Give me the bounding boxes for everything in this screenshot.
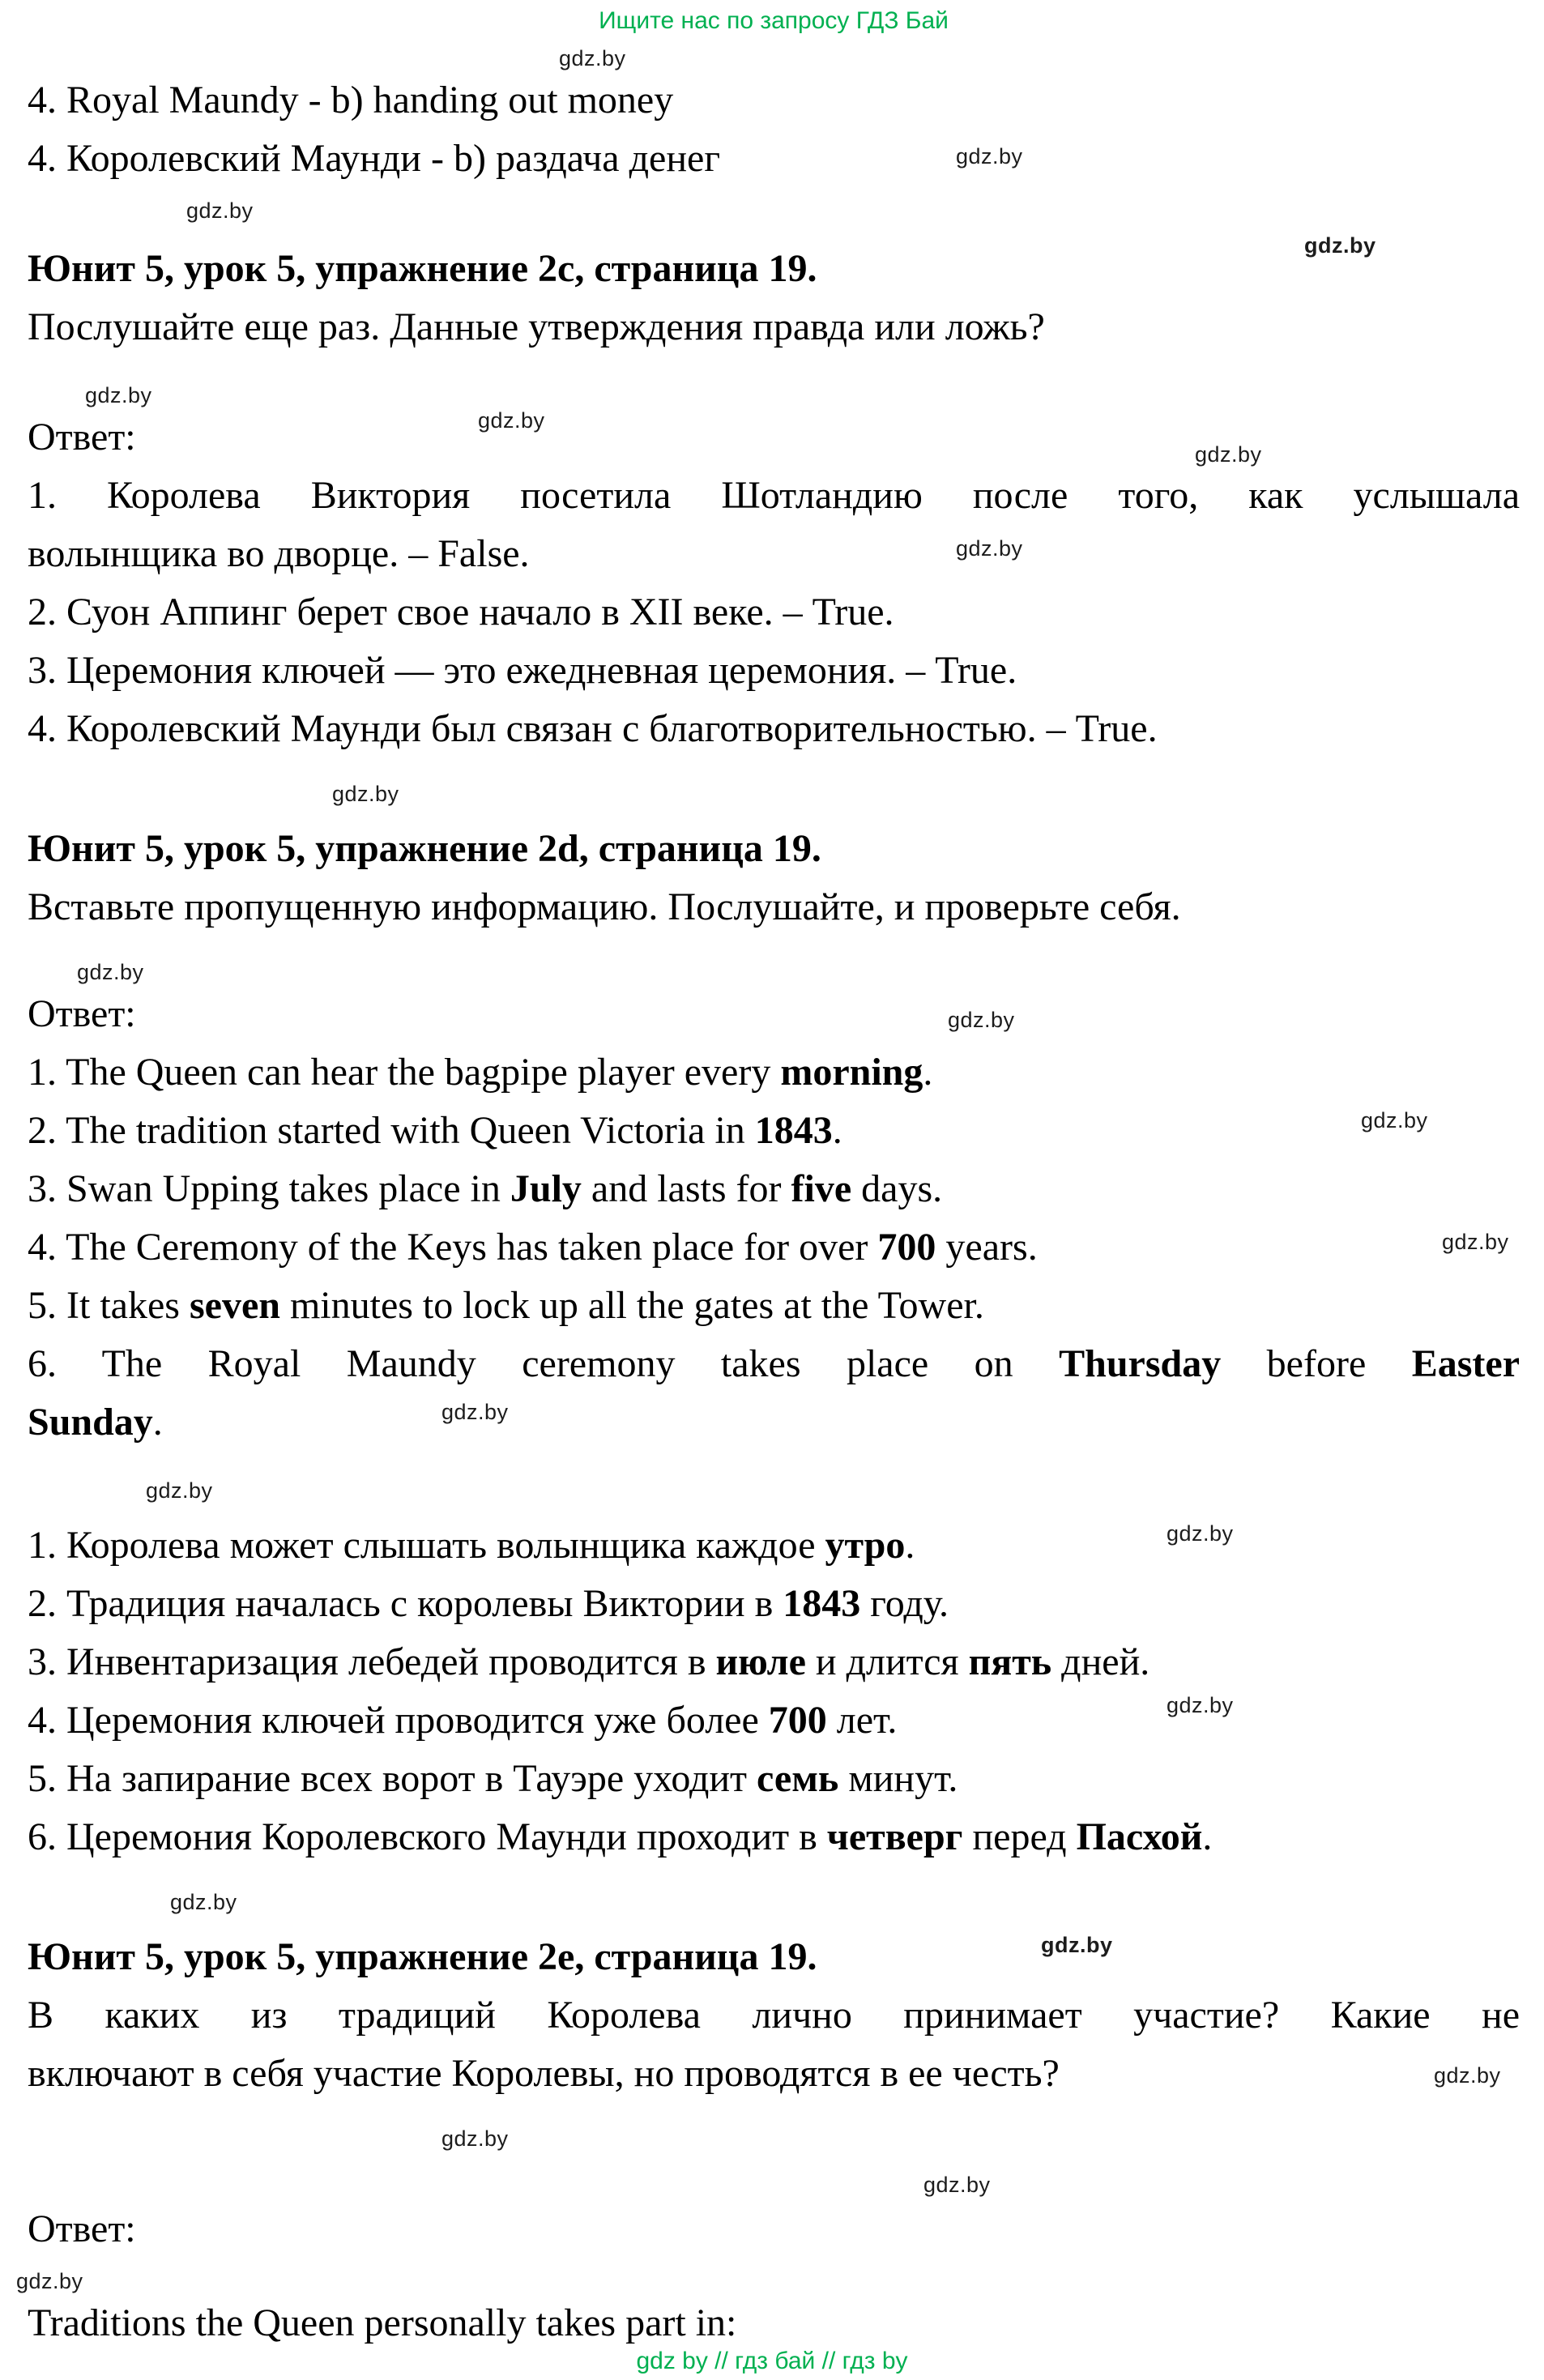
answer-text: 4. The Ceremony of the Keys has taken place for over — [28, 1226, 878, 1269]
answer-text: . — [152, 1401, 163, 1444]
answer-keyword: Sunday — [28, 1401, 153, 1444]
watermark-row — [28, 2116, 1520, 2152]
answer-text: years. — [936, 1226, 1038, 1269]
gdz-watermark: gdz.by — [923, 2173, 991, 2197]
gdz-watermark: gdz.by — [956, 144, 1023, 168]
exercise-2d-answer-ru-6 — [28, 1808, 1520, 1866]
gdz-watermark: gdz.by — [332, 782, 399, 806]
answer-text: . — [905, 1524, 915, 1567]
answer-keyword: пять — [968, 1640, 1052, 1683]
answer-label-text: Ответ: — [28, 416, 136, 459]
exercise-2e-answer-label — [28, 2173, 1520, 2258]
watermark-row — [28, 373, 1520, 408]
matching-answer-ru-text: 4. Королевский Маунди - b) раздача денег — [28, 137, 720, 180]
answer-text: before — [1221, 1342, 1412, 1385]
answer-text: 4. Церемония ключей проводится уже более — [28, 1699, 769, 1742]
gdz-watermark: gdz.by — [16, 2269, 83, 2293]
exercise-2c-heading-text: Юнит 5, урок 5, упражнение 2c, страница 19. — [28, 247, 817, 290]
gdz-watermark: gdz.by — [1167, 1521, 1234, 1546]
answer-keyword: Пасхой — [1076, 1815, 1203, 1858]
gdz-watermark: gdz.by — [948, 1008, 1015, 1032]
gdz-watermark: gdz.by — [478, 408, 545, 433]
gdz-watermark: gdz.by — [85, 383, 152, 407]
exercise-2e-heading — [28, 1928, 1520, 1986]
gdz-watermark: gdz.by — [956, 536, 1023, 561]
watermark-row — [28, 1468, 1520, 1503]
gdz-watermark: gdz.by — [77, 960, 144, 984]
answer-text: . — [832, 1109, 842, 1152]
answer-keyword: 1843 — [754, 1109, 833, 1152]
answer-text: дней. — [1051, 1640, 1150, 1683]
bottom-banner: gdz by // гдз бай // гдз by — [636, 2348, 908, 2374]
watermark-row — [28, 188, 1520, 224]
answer-text: 2. Традиция началась с королевы Виктории в — [28, 1582, 783, 1625]
answer-text: году. — [860, 1582, 949, 1625]
answer-keyword: утро — [825, 1524, 906, 1567]
gdz-watermark: gdz.by — [186, 198, 254, 223]
matching-answer-en: 4. Royal Maundy - b) handing out money — [28, 79, 674, 122]
gdz-watermark: gdz.by — [1434, 2063, 1501, 2088]
exercise-2e-task — [28, 1986, 1520, 2103]
answer-keyword: 700 — [877, 1226, 936, 1269]
exercise-2d-answer-ru-1 — [28, 1516, 1520, 1575]
answer-text: and lasts for — [581, 1167, 791, 1210]
gdz-watermark: gdz.by — [1167, 1693, 1234, 1717]
exercise-2d-answer-en-4 — [28, 1218, 1520, 1277]
exercise-2e-heading-text: Юнит 5, урок 5, упражнение 2e, страница 19. — [28, 1935, 817, 1978]
answer-keyword: Thursday — [1059, 1342, 1222, 1385]
task-text: В каких из традиций Королева лично принимает участие? Какие не — [28, 1994, 1520, 2037]
matching-answer-ru — [28, 130, 1520, 188]
answer-keyword: morning — [780, 1051, 923, 1094]
top-banner: Ищите нас по запросу ГДЗ Бай — [599, 7, 949, 34]
answer-text: минут. — [838, 1757, 958, 1800]
answer-text: 1. Королева Виктория посетила Шотландию после того, как услышала — [28, 474, 1520, 517]
answer-keyword: July — [510, 1167, 582, 1210]
exercise-2d-answer-en-6-line1 — [28, 1335, 1520, 1393]
exercise-2c-answer-3: 3. Церемония ключей — это ежедневная церемония. – True. — [28, 649, 1017, 692]
answer-text: 2. The tradition started with Queen Victoria in — [28, 1109, 755, 1152]
watermark-row — [28, 771, 1520, 807]
answer-keyword: 1843 — [783, 1582, 861, 1625]
answer-text: 5. На запирание всех ворот в Тауэре уходит — [28, 1757, 757, 1800]
exercise-2d-answer-en-6-line2 — [28, 1393, 1520, 1452]
exercise-2d-answer-ru-2 — [28, 1575, 1520, 1633]
answer-keyword: четверг — [826, 1815, 963, 1858]
exercise-2c-answer-4: 4. Королевский Маунди был связан с благотворительностью. – True. — [28, 707, 1158, 750]
exercise-2c-heading — [28, 233, 1520, 298]
watermark-row — [28, 1879, 1520, 1915]
exercise-2d-answer-en-1 — [28, 1043, 1520, 1102]
gdz-watermark: gdz.by — [1442, 1230, 1509, 1254]
exercise-2c-answer-label — [28, 408, 1520, 467]
exercise-2d-task: Вставьте пропущенную информацию. Послушайте, и проверьте себя. — [28, 885, 1181, 928]
answer-text: minutes to lock up all the gates at the Tower. — [279, 1284, 984, 1327]
gdz-watermark: gdz.by — [1304, 233, 1376, 258]
answer-text: days. — [851, 1167, 943, 1210]
gdz-watermark: gdz.by — [1195, 442, 1262, 467]
answer-text: лет. — [826, 1699, 898, 1742]
answer-label-text: Ответ: — [28, 2207, 136, 2250]
answer-text: 3. Swan Upping takes place in — [28, 1167, 510, 1210]
answer-keyword: Easter — [1411, 1342, 1520, 1385]
answer-text: . — [1202, 1815, 1213, 1858]
answer-keyword: five — [791, 1167, 852, 1210]
answer-keyword: seven — [189, 1284, 280, 1327]
watermark-row — [28, 949, 1520, 985]
exercise-2d-answer-label — [28, 985, 1520, 1043]
task-text: включают в себя участие Королевы, но проводятся в ее честь? — [28, 2052, 1060, 2095]
exercise-2d-answer-en-3 — [28, 1160, 1520, 1218]
gdz-watermark: gdz.by — [1361, 1108, 1428, 1132]
answer-keyword: семь — [757, 1757, 839, 1800]
watermark-row — [28, 36, 1520, 71]
exercise-2d-answer-ru-5 — [28, 1750, 1520, 1808]
answer-text: 5. It takes — [28, 1284, 190, 1327]
answer-keyword: июле — [715, 1640, 806, 1683]
answer-label-text: Ответ: — [28, 992, 136, 1035]
answer-text: . — [923, 1051, 933, 1094]
answer-text — [28, 1335, 1520, 1393]
watermark-row — [16, 2258, 1520, 2294]
gdz-watermark: gdz.by — [146, 1478, 213, 1503]
gdz-watermark: gdz.by — [441, 1400, 509, 1424]
exercise-2d-answer-en-5 — [28, 1277, 1520, 1335]
answer-text: перед — [962, 1815, 1077, 1858]
answer-text: 6. Церемония Королевского Маунди проходит в — [28, 1815, 827, 1858]
exercise-2d-heading: Юнит 5, урок 5, упражнение 2d, страница 19. — [28, 827, 821, 870]
answer-text: 3. Инвентаризация лебедей проводится в — [28, 1640, 716, 1683]
answer-keyword: 700 — [768, 1699, 827, 1742]
gdz-watermark: gdz.by — [1041, 1933, 1113, 1957]
answer-text: 1. The Queen can hear the bagpipe player every — [28, 1051, 781, 1094]
gdz-watermark: gdz.by — [559, 46, 626, 70]
exercise-2c-answer-1 — [28, 442, 1520, 583]
gdz-watermark: gdz.by — [441, 2126, 509, 2151]
exercise-2c-answer-2: 2. Суон Аппинг берет свое начало в XII веке. – True. — [28, 591, 894, 633]
answer-text: 1. Королева может слышать волынщика каждое — [28, 1524, 825, 1567]
exercise-2d-answer-ru-3 — [28, 1633, 1520, 1691]
exercise-2c-task: Послушайте еще раз. Данные утверждения правда или ложь? — [28, 305, 1045, 348]
answer-text: 6. The Royal Maundy ceremony takes place on — [28, 1342, 1060, 1385]
answer-text: волынщика во дворце. – False. — [28, 532, 530, 575]
gdz-watermark: gdz.by — [170, 1890, 237, 1914]
answer-text: и длится — [805, 1640, 969, 1683]
exercise-2e-answer-intro: Traditions the Queen personally takes part in: — [28, 2301, 737, 2344]
exercise-2d-answer-ru-4 — [28, 1691, 1520, 1750]
exercise-2d-answer-en-2 — [28, 1102, 1520, 1160]
